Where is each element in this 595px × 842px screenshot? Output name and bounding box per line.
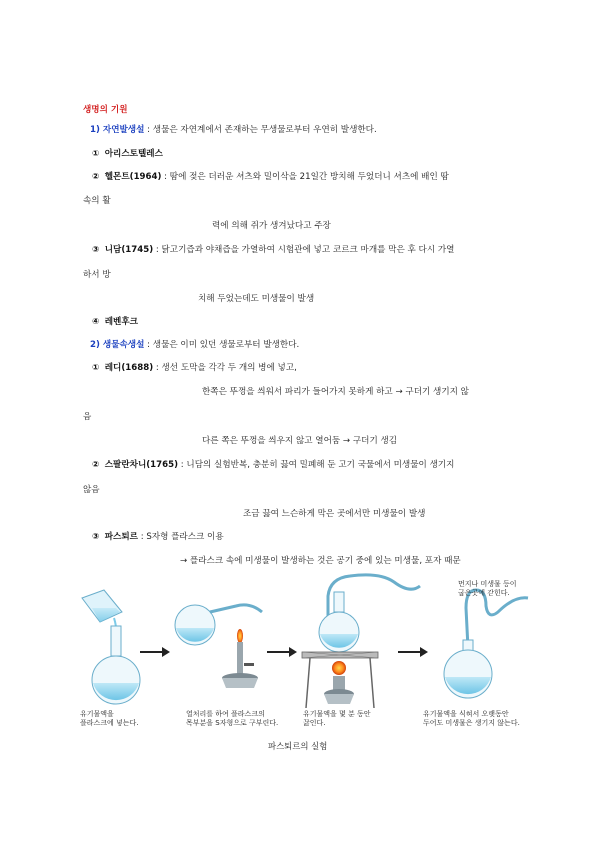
item-num: ①	[92, 149, 100, 159]
item-redi-cont1: 한쪽은 뚜껑을 씌워서 파리가 들어가지 못하게 하고 → 구더기 생기지 않	[202, 387, 469, 397]
flask-step2-icon	[175, 605, 262, 645]
figure-note: 먼지나 미생물 등이 굽은곳에 갇힌다.	[458, 580, 517, 597]
item-name: 아리스토텔레스	[104, 149, 163, 159]
figure-title: 파스퇴르의 실험	[268, 741, 328, 751]
item-helmont-cont: 력에 의해 쥐가 생겨났다고 주장	[212, 221, 331, 231]
item-num: ③	[92, 245, 100, 255]
arrow-right-icon	[267, 647, 297, 657]
item-name: 스팔란차니(1765)	[104, 460, 179, 470]
section-1-label: 1) 자연발생설	[90, 125, 145, 135]
section-1-desc: : 생물은 자연계에서 존재하는 무생물로부터 우연히 발생한다.	[147, 125, 377, 135]
page-title: 생명의 기원	[83, 105, 128, 115]
item-desc: : 생선 도막을 각각 두 개의 병에 넣고,	[155, 363, 297, 373]
item-name: 니담(1745)	[104, 245, 154, 255]
item-num: ①	[92, 363, 100, 373]
section-2-label: 2) 생물속생설	[90, 340, 145, 350]
caption-step1: 유기물액을 플라스크에 넣는다.	[80, 710, 139, 727]
item-name: 헬몬트(1964)	[104, 172, 162, 182]
item-name: 레디(1688)	[104, 363, 154, 373]
caption-step4: 유기물액을 식혀서 오랫동안 두어도 미생물은 생기지 않는다.	[423, 710, 520, 727]
item-needham-wrap: 하서 방	[83, 270, 111, 280]
item-name: 파스퇴르	[104, 532, 138, 542]
item-redi-wrap: 음	[83, 412, 92, 422]
section-2-desc: : 생물은 이미 있던 생물로부터 발생한다.	[147, 340, 300, 350]
item-spallanzani-wrap: 않음	[83, 485, 100, 495]
item-num: ②	[92, 460, 100, 470]
item-num: ④	[92, 317, 100, 327]
item-desc: : 니담의 실험반복, 충분히 끓여 밀폐해 둔 고기 국물에서 미생물이 생기지	[180, 460, 455, 470]
item-needham-cont: 치해 두었는데도 미생물이 발생	[198, 294, 315, 304]
caption-step2: 열처리를 하여 플라스크의 목부분을 S자형으로 구부린다.	[186, 710, 279, 727]
arrow-right-icon	[398, 647, 428, 657]
boiling-flask-icon	[319, 575, 420, 652]
alcohol-burner-icon	[222, 629, 258, 688]
item-desc: : 땀에 젖은 더러운 셔츠와 밀이삭을 21일간 방치해 두었더니 셔츠에 배인 땀	[164, 172, 449, 182]
arrow-right-icon	[140, 647, 170, 657]
item-num: ②	[92, 172, 100, 182]
item-num: ③	[92, 532, 100, 542]
item-spallanzani-cont: 조금 끓여 느슨하게 막은 곳에서만 미생물이 발생	[243, 509, 426, 519]
s-neck-flask-icon	[444, 590, 528, 698]
item-helmont-wrap: 속의 활	[83, 196, 111, 206]
tripod-stand-icon	[302, 652, 378, 708]
caption-step3: 유기물액을 몇 분 동안 끓인다.	[303, 710, 371, 727]
flask-step1-icon	[92, 626, 140, 704]
item-pasteur-cont: → 플라스크 속에 미생물이 발생하는 것은 공기 중에 있는 미생물, 포자 때문	[180, 556, 461, 566]
item-desc: : S자형 플라스크 이용	[140, 532, 224, 542]
item-redi-cont2: 다른 쪽은 뚜껑을 씌우지 않고 열어둠 → 구더기 생김	[202, 436, 398, 446]
item-desc: : 닭고기즙과 야채즙을 가열하여 시험관에 넣고 코르크 마개를 막은 후 다시 가열	[155, 245, 455, 255]
item-name: 레벤후크	[104, 317, 138, 327]
